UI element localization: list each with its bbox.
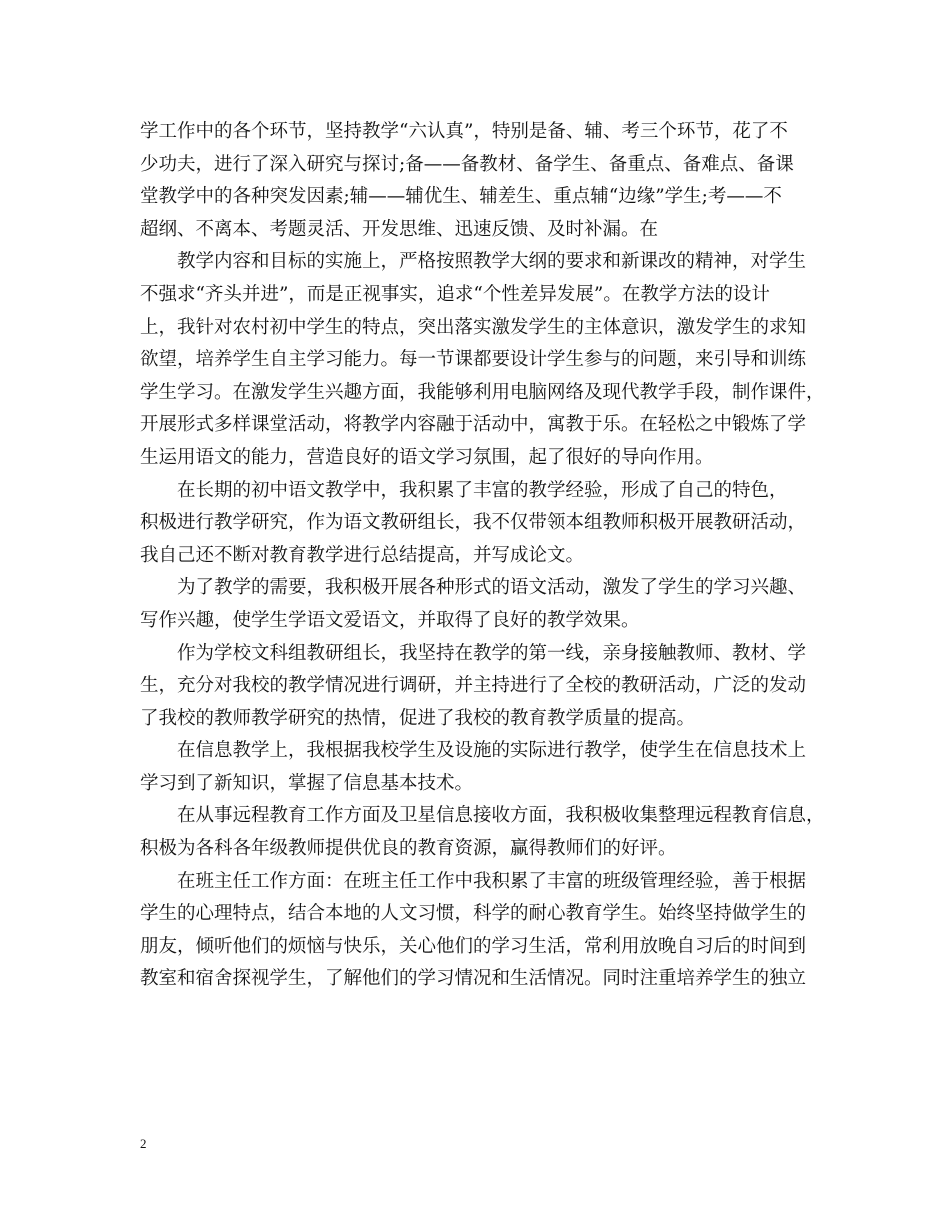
text-line: 在信息教学上，我根据我校学生及设施的实际进行教学，使学生在信息技术上 (140, 740, 807, 762)
page-number: 2 (140, 1136, 147, 1151)
text-line: 学工作中的各个环节，坚持教学“六认真”，特别是备、辅、考三个环节，花了不 (140, 121, 788, 142)
text-line: 超纲、不离本、考题灵活、开发思维、迅速反馈、及时补漏。在 (140, 218, 659, 240)
text-line: 不强求“齐头并进”，而是正视事实，追求“个性差异发展”。在教学方法的设计 (140, 283, 770, 305)
text-line: 我自己还不断对教育教学进行总结提高，并写成论文。 (140, 544, 585, 566)
text-line: 上，我针对农村初中学生的特点，突出落实激发学生的主体意识，激发学生的求知 (140, 316, 807, 338)
text-line: 在班主任工作方面：在班主任工作中我积累了丰富的班级管理经验，善于根据 (140, 870, 807, 892)
text-line: 学生学习。在激发学生兴趣方面，我能够利用电脑网络及现代教学手段，制作课件， (140, 381, 825, 403)
text-line: 作为学校文科组教研组长，我坚持在教学的第一线，亲身接触教师、教材、学 (140, 642, 807, 664)
text-line: 了我校的教师教学研究的热情，促进了我校的教育教学质量的提高。 (140, 707, 696, 729)
text-line: 少功夫，进行了深入研究与探讨;备——备教材、备学生、备重点、备难点、备课 (140, 153, 794, 175)
text-line: 学生的心理特点，结合本地的人文习惯，科学的耐心教育学生。始终坚持做学生的 (140, 903, 807, 925)
text-line: 堂教学中的各种突发因素;辅——辅优生、辅差生、重点辅“边缘”学生;考——不 (140, 186, 782, 208)
text-line: 朋友，倾听他们的烦恼与快乐，关心他们的学习生活，常利用放晚自习后的时间到 (140, 935, 807, 957)
text-line: 积极进行教学研究，作为语文教研组长，我不仅带领本组教师积极开展教研活动， (140, 512, 807, 534)
text-line: 开展形式多样课堂活动，将教学内容融于活动中，寓教于乐。在轻松之中锻炼了学 (140, 414, 807, 436)
text-line: 写作兴趣，使学生学语文爱语文，并取得了良好的教学效果。 (140, 609, 640, 631)
text-line: 学习到了新知识，掌握了信息基本技术。 (140, 772, 474, 794)
text-line: 生，充分对我校的教学情况进行调研，并主持进行了全校的教研活动，广泛的发动 (140, 675, 807, 697)
text-line: 在长期的初中语文教学中，我积累了丰富的教学经验，形成了自己的特色， (140, 479, 788, 501)
text-line: 为了教学的需要，我积极开展各种形式的语文活动，激发了学生的学习兴趣、 (140, 577, 807, 599)
text-line: 教室和宿舍探视学生，了解他们的学习情况和生活情况。同时注重培养学生的独立 (140, 968, 807, 990)
text-line: 生运用语文的能力，营造良好的语文学习氛围，起了很好的导向作用。 (140, 446, 714, 468)
document-body (140, 116, 825, 996)
text-line: 教学内容和目标的实施上，严格按照教学大纲的要求和新课改的精神，对学生 (140, 251, 807, 273)
text-line: 积极为各科各年级教师提供优良的教育资源，赢得教师们的好评。 (140, 838, 677, 860)
text-line: 欲望，培养学生自主学习能力。每一节课都要设计学生参与的问题，来引导和训练 (140, 349, 807, 371)
text-line: 在从事远程教育工作方面及卫星信息接收方面，我积极收集整理远程教育信息， (140, 805, 825, 827)
